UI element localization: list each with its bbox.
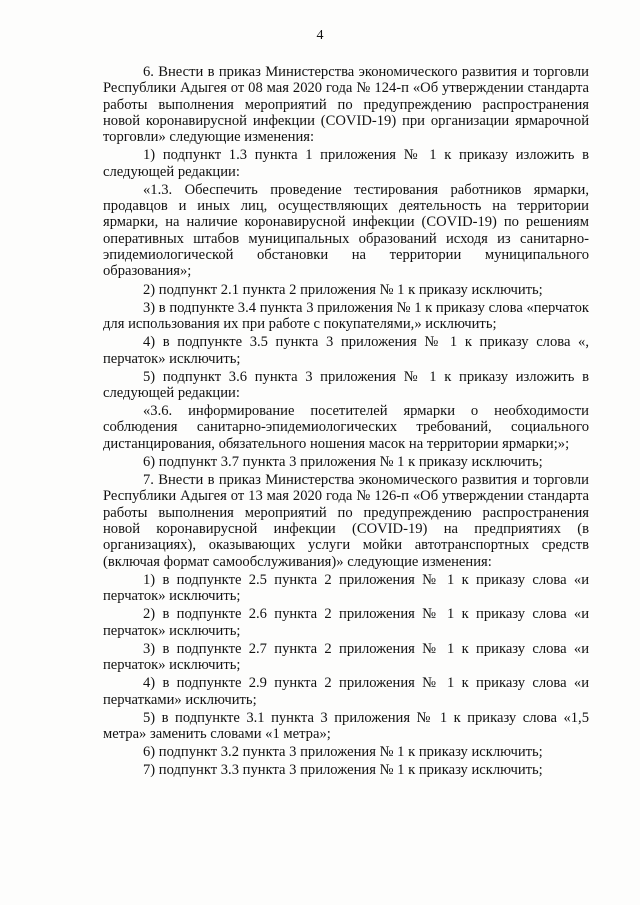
item-7-6: 6) подпункт 3.2 пункта 3 приложения № 1 к приказу исключить; [143,744,543,761]
item-6-1: 1) подпункт 1.3 пункта 1 приложения № 1 к приказу изложить в следующей редакции: [103,147,589,180]
item-7-1: 1) в подпункте 2.5 пункта 2 приложения № 1 к приказу слова «и перчаток» исключить; [103,571,589,605]
item-7-intro: 7. Внести в приказ Министерства экономического развития и торговли Республики Адыгея от 13 мая 2020 года № 126-п «Об утверждении стандарта работы выполнения мероприятий по предупреждению распространения новой коронавирусной инфекции (COVID-19) на предприятиях (в организациях), оказывающих услуги мойки автотранспортных средств (включая формат самообслуживания)» следующие изменения: [103,472,589,570]
item-6-intro: 6. Внести в приказ Министерства экономического развития и торговли Республики Адыгея от 08 мая 2020 года № 124-п «Об утверждении стандарта работы выполнения мероприятий по предупреждению распространения новой коронавирусной инфекции (COVID-19) при организации ярмарочной торговли» следующие изменения: [103,64,589,146]
item-6-5-quote: «3.6. информирование посетителей ярмарки о необходимости соблюдения санитарно-эпидемиологических требований, социального дистанцирования, обязательного ношения масок на территории ярмарки;»; [103,403,589,452]
item-6-1-quote: «1.3. Обеспечить проведение тестирования работников ярмарки, продавцов и иных лиц, осуществляющих деятельность на территории ярмарки, на наличие коронавирусной инфекции (COVID-19) по решениям оперативных штабов муниципальных образований исходя из санитарно-эпидемиологической обстановки на территории муниципального образования»; [103,181,589,280]
item-7-2: 2) в подпункте 2.6 пункта 2 приложения № 1 к приказу слова «и перчаток» исключить; [103,606,589,639]
item-7-7: 7) подпункт 3.3 пункта 3 приложения № 1 к приказу исключить; [143,762,543,779]
item-6-4: 4) в подпункте 3.5 пункта 3 приложения № 1 к приказу слова «, перчаток» исключить; [103,334,589,367]
item-7-3: 3) в подпункте 2.7 пункта 2 приложения № 1 к приказу слова «и перчаток» исключить; [103,640,589,674]
item-6-3: 3) в подпункте 3.4 пункта 3 приложения № 1 к приказу слова «перчаток для использования их при работе с покупателями,» исключить; [103,299,589,333]
document-body [103,64,589,781]
item-7-4: 4) в подпункте 2.9 пункта 2 приложения № 1 к приказу слова «и перчатками» исключить; [103,675,589,708]
item-6-6: 6) подпункт 3.7 пункта 3 приложения № 1 к приказу исключить; [143,453,543,470]
item-6-2: 2) подпункт 2.1 пункта 2 приложения № 1 к приказу исключить; [143,281,543,298]
item-7-5: 5) в подпункте 3.1 пункта 3 приложения № 1 к приказу слова «1,5 метра» заменить словами «1 метра»; [103,709,589,743]
item-6-5: 5) подпункт 3.6 пункта 3 приложения № 1 к приказу изложить в следующей редакции: [103,368,589,401]
page-number: 4 [316,28,324,43]
